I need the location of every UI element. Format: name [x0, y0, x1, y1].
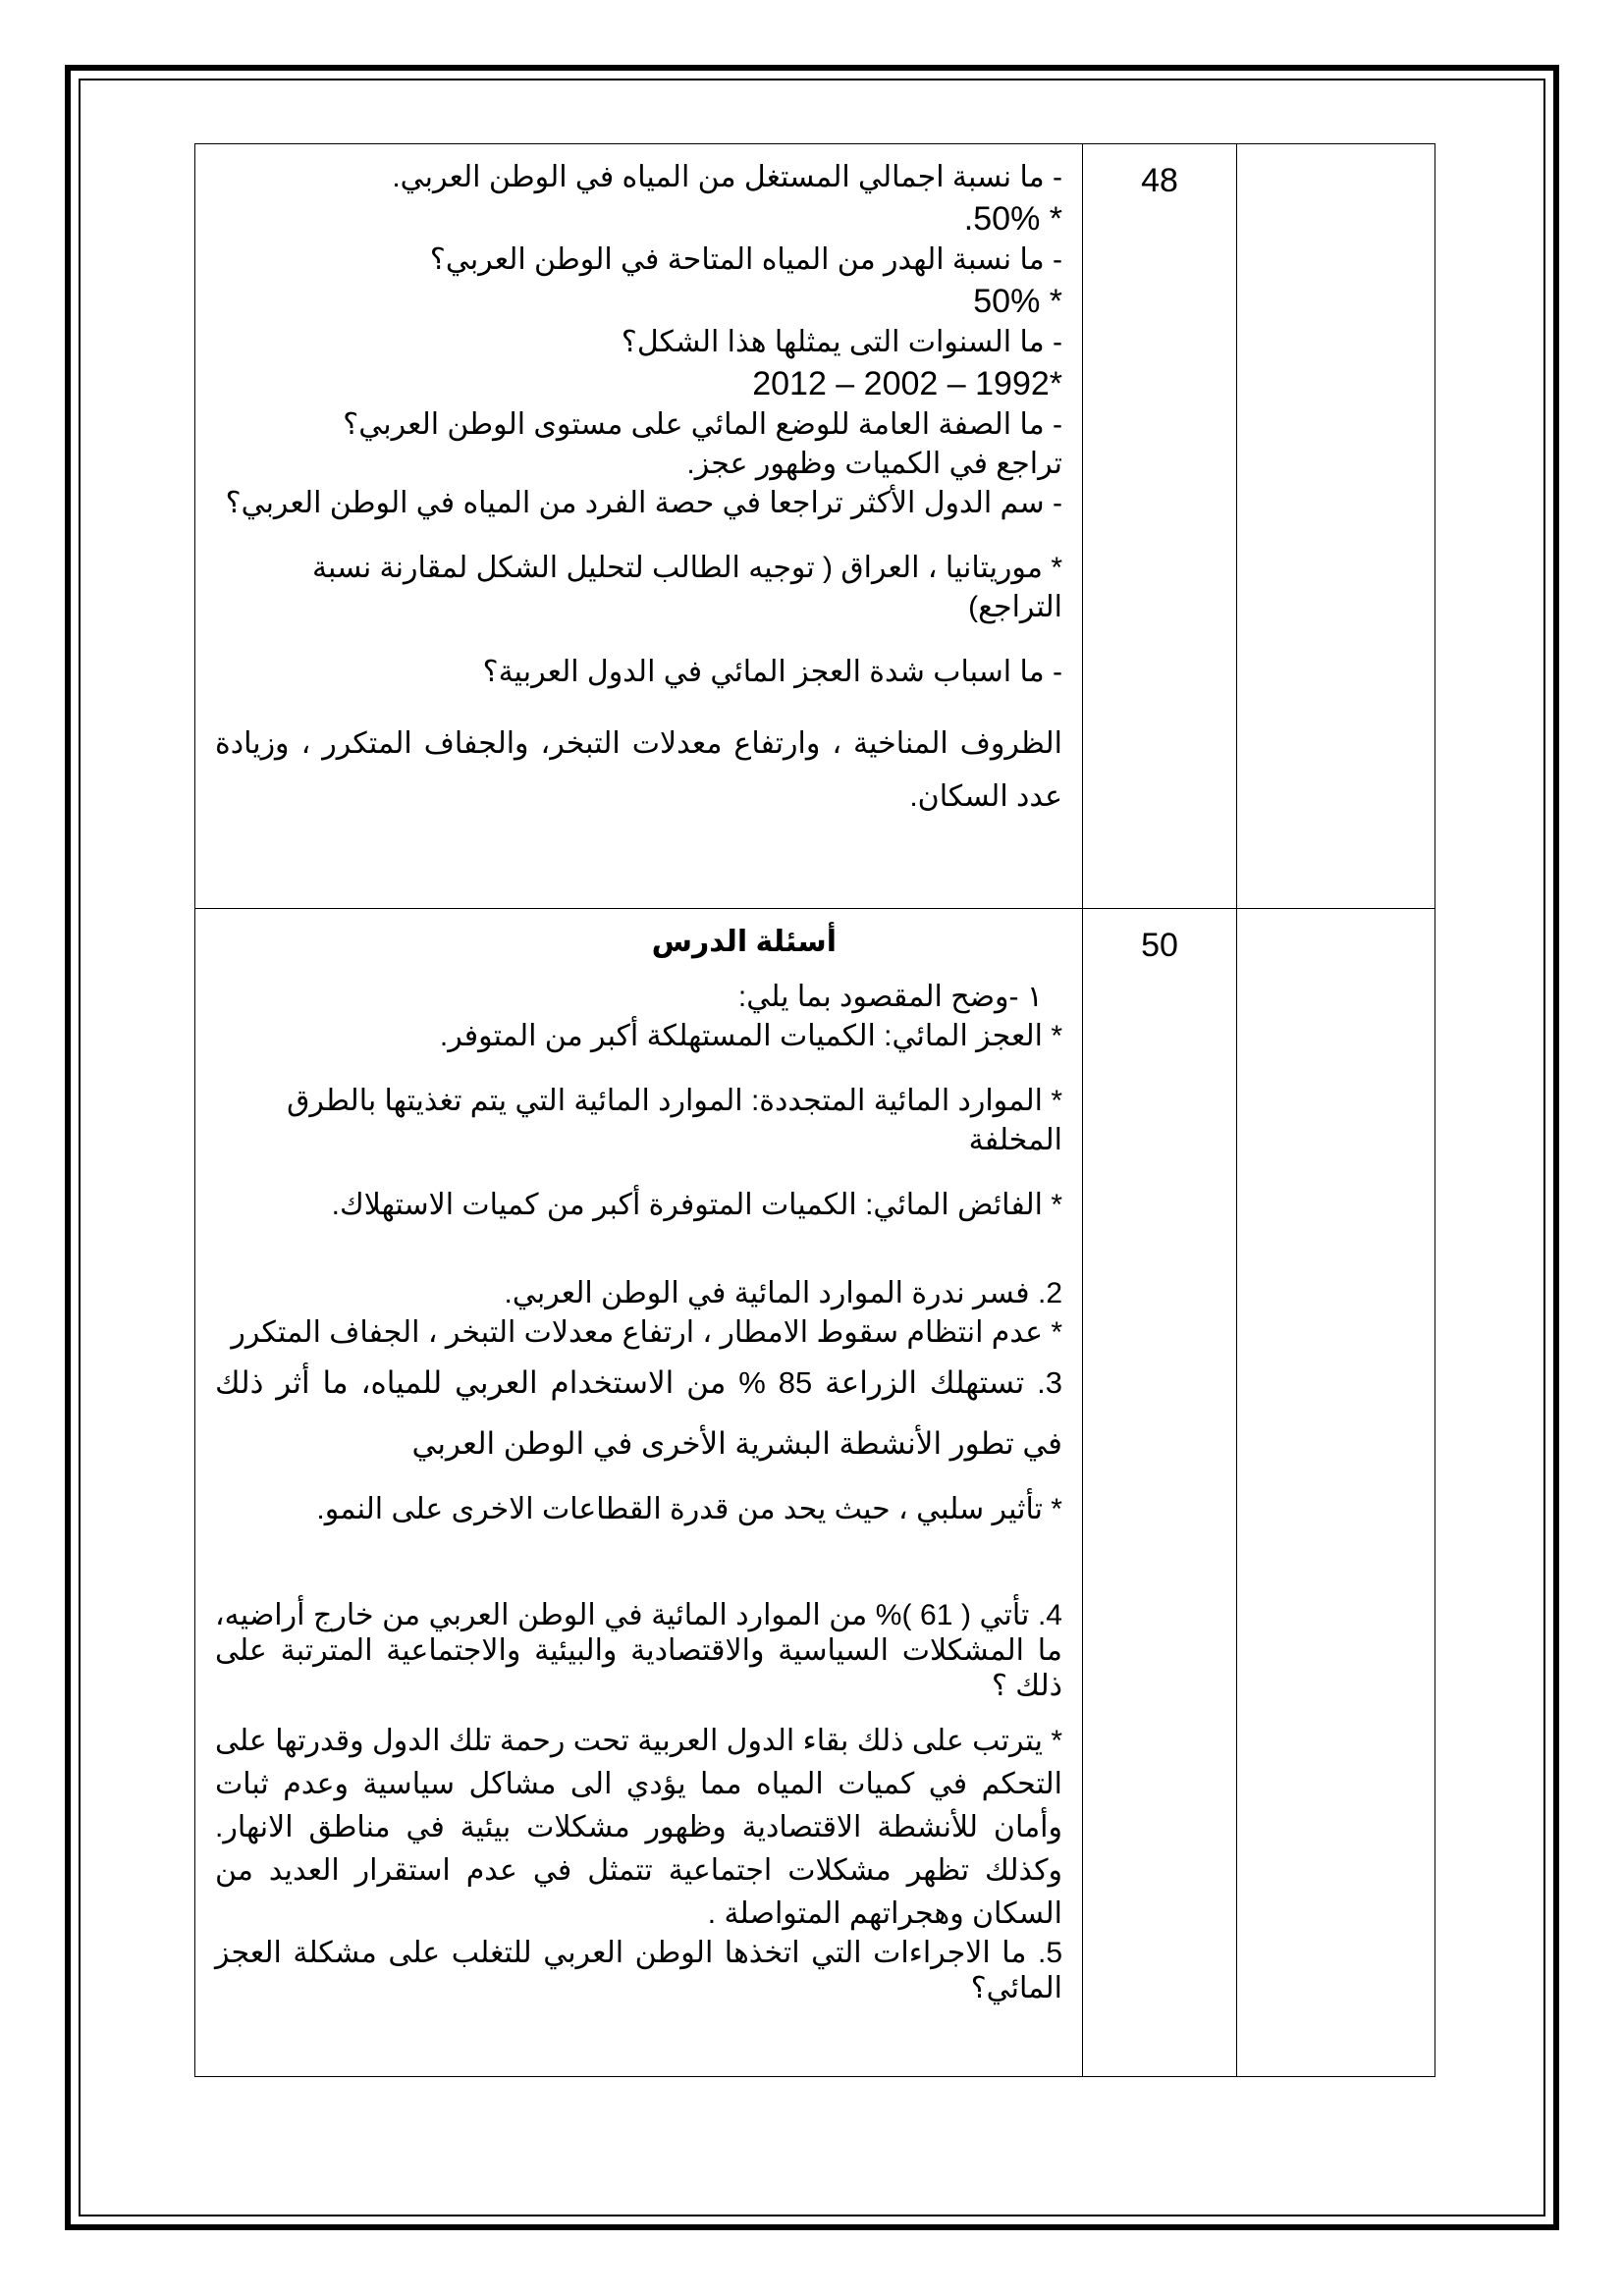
answer-line: * يترتب على ذلك بقاء الدول العربية تحت رحمة تلك الدول وقدرتها على التحكم في كميات المياه مما يؤدي الى مشاكل سياسية وعدم ثبات وأمان للأنشطة الاقتصادية وظهور مشكلات بيئية في مناطق الانهار. وكذلك تظهر مشكلات اجتماعية تتمثل في عدم استقرار العديد من السكان وهجراتهم المتواصلة . [215, 1725, 1062, 1930]
question-line: 5. ما الاجراءات التي اتخذها الوطن العربي للتغلب على مشكلة العجز المائي؟ [215, 1937, 1062, 2004]
section-heading: أسئلة الدرس [651, 926, 837, 958]
page-number-cell: 48 [1083, 144, 1237, 909]
table-row [195, 144, 1435, 909]
question-line: - ما السنوات التى يمثلها هذا الشكل؟ [621, 326, 1062, 358]
answer-line: * 50%. [963, 200, 1062, 238]
answer-line: * عدم انتظام سقوط الامطار ، ارتفاع معدلات التبخر ، الجفاف المتكرر [231, 1316, 1062, 1349]
answer-line: * 50% [973, 283, 1062, 320]
answer-line: * الموارد المائية المتجددة: الموارد المائية التي يتم تغذيتها بالطرق المخلفة [287, 1085, 1062, 1156]
question-line: - ما نسبة اجمالي المستغل من المياه في الوطن العربي. [392, 161, 1062, 193]
answer-line: * الفائض المائي: الكميات المتوفرة أكبر من كميات الاستهلاك. [331, 1189, 1062, 1221]
answer-line: * العجز المائي: الكميات المستهلكة أكبر من المتوفر. [439, 1020, 1062, 1052]
answer-line: * تأثير سلبي ، حيث يحد من قدرة القطاعات الاخرى على النمو. [316, 1493, 1062, 1525]
empty-cell [1237, 144, 1435, 909]
answer-line: *1992 – 2002 – 2012 [752, 365, 1062, 402]
content-cell [195, 909, 1083, 2077]
answer-line: الظروف المناخية ، وارتفاع معدلات التبخر، والجفاف المتكرر ، وزيادة عدد السكان. [215, 727, 1062, 813]
lesson-table [194, 143, 1435, 2077]
question-line: 2. فسر ندرة الموارد المائية في الوطن العربي. [504, 1277, 1062, 1309]
table-row [195, 909, 1435, 2077]
answer-line: * موريتانيا ، العراق ( توجيه الطالب لتحليل الشكل لمقارنة نسبة التراجع) [311, 552, 1062, 623]
question-line: - ما الصفة العامة للوضع المائي على مستوى الوطن العربي؟ [343, 408, 1062, 441]
page-number-cell: 50 [1083, 909, 1237, 2077]
question-line: 3. تستهلك الزراعة 85 % من الاستخدام العربي للمياه، ما أثر ذلك في تطور الأنشطة البشرية الأخرى في الوطن العربي [215, 1365, 1062, 1461]
question-line: 4. تأتي ( 61 )% من الموارد المائية في الوطن العربي من خارج أراضيه، ما المشكلات السياسية والاقتصادية والبيئية والاجتماعية المترتبة على ذلك ؟ [215, 1599, 1062, 1702]
question-line: - ما نسبة الهدر من المياه المتاحة في الوطن العربي؟ [429, 243, 1062, 276]
empty-cell [1237, 909, 1435, 2077]
answer-line: تراجع في الكميات وظهور عجز. [686, 448, 1062, 480]
question-line: - ما اسباب شدة العجز المائي في الدول العربية؟ [482, 656, 1062, 688]
question-line: ١ -وضح المقصود بما يلي: [737, 981, 1043, 1013]
content-cell [195, 144, 1083, 909]
question-line: - سم الدول الأكثر تراجعا في حصة الفرد من المياه في الوطن العربي؟ [225, 487, 1062, 519]
